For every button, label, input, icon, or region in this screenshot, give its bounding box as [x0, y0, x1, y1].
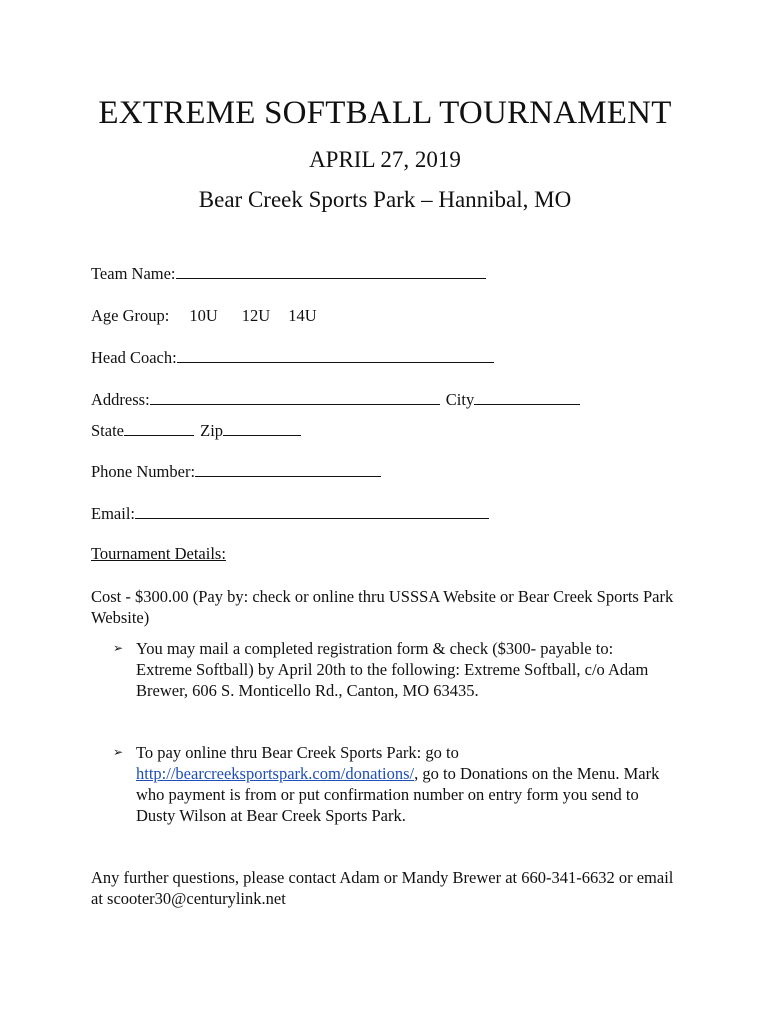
- event-date: APRIL 27, 2019: [309, 147, 461, 172]
- phone-blank[interactable]: [195, 461, 381, 477]
- mail-instructions-item: [113, 638, 673, 701]
- address-label: Address:: [91, 390, 150, 409]
- head-coach-blank[interactable]: [177, 347, 494, 363]
- event-venue: Bear Creek Sports Park – Hannibal, MO: [198, 187, 572, 212]
- state-zip-field[interactable]: [91, 420, 301, 441]
- team-name-field[interactable]: [91, 263, 486, 284]
- zip-label: Zip: [200, 421, 224, 440]
- phone-field[interactable]: [91, 461, 381, 482]
- email-label: Email:: [91, 504, 135, 523]
- age-group-field: [91, 306, 317, 326]
- phone-label: Phone Number:: [91, 462, 196, 481]
- email-blank[interactable]: [135, 503, 489, 519]
- tournament-details-heading: Tournament Details:: [91, 544, 226, 563]
- head-coach-label: Head Coach:: [91, 348, 177, 367]
- contact-text: Any further questions, please contact Adam or Mandy Brewer at 660-341-6632 or email at scooter30@centurylink.net: [91, 868, 674, 908]
- age-option-12u[interactable]: 12U: [241, 306, 271, 325]
- team-name-label: Team Name:: [91, 264, 176, 283]
- online-payment-item: [113, 742, 673, 826]
- city-blank[interactable]: [474, 389, 580, 405]
- state-blank[interactable]: [124, 420, 194, 436]
- team-name-blank[interactable]: [176, 263, 486, 279]
- mail-instructions-text: You may mail a completed registration form & check ($300- payable to: Extreme Softball) by April 20th to the following: Extreme Softball, c/o Adam Brewer, 606 S. Monticello Rd., Canton, MO 63435.: [136, 639, 649, 700]
- email-field[interactable]: [91, 503, 489, 524]
- donations-link[interactable]: http://bearcreeksportspark.com/donations/: [136, 764, 415, 783]
- age-option-10u[interactable]: 10U: [189, 306, 218, 325]
- age-option-14u[interactable]: 14U: [288, 306, 317, 325]
- online-payment-instructions: , go to Donations on the Menu. Mark who payment is from or put confirmation number on entry form you send to Dusty Wilson at Bear Creek Sports Park.: [136, 764, 660, 825]
- city-label: City: [445, 390, 475, 409]
- arrowhead-bullet-icon: ➢: [113, 641, 124, 655]
- head-coach-field[interactable]: [91, 347, 494, 368]
- cost-text: Cost - $300.00 (Pay by: check or online thru USSSA Website or Bear Creek Sports Park Website): [91, 587, 674, 627]
- state-label: State: [91, 421, 124, 440]
- zip-blank[interactable]: [223, 420, 301, 436]
- online-payment-intro: To pay online thru Bear Creek Sports Park: go to: [136, 743, 459, 762]
- age-group-label: Age Group:: [91, 306, 170, 325]
- arrowhead-bullet-icon: ➢: [113, 745, 124, 759]
- page-title: EXTREME SOFTBALL TOURNAMENT: [98, 95, 672, 131]
- address-blank[interactable]: [150, 389, 440, 405]
- online-payment-text: [136, 742, 673, 826]
- address-field[interactable]: [91, 389, 580, 410]
